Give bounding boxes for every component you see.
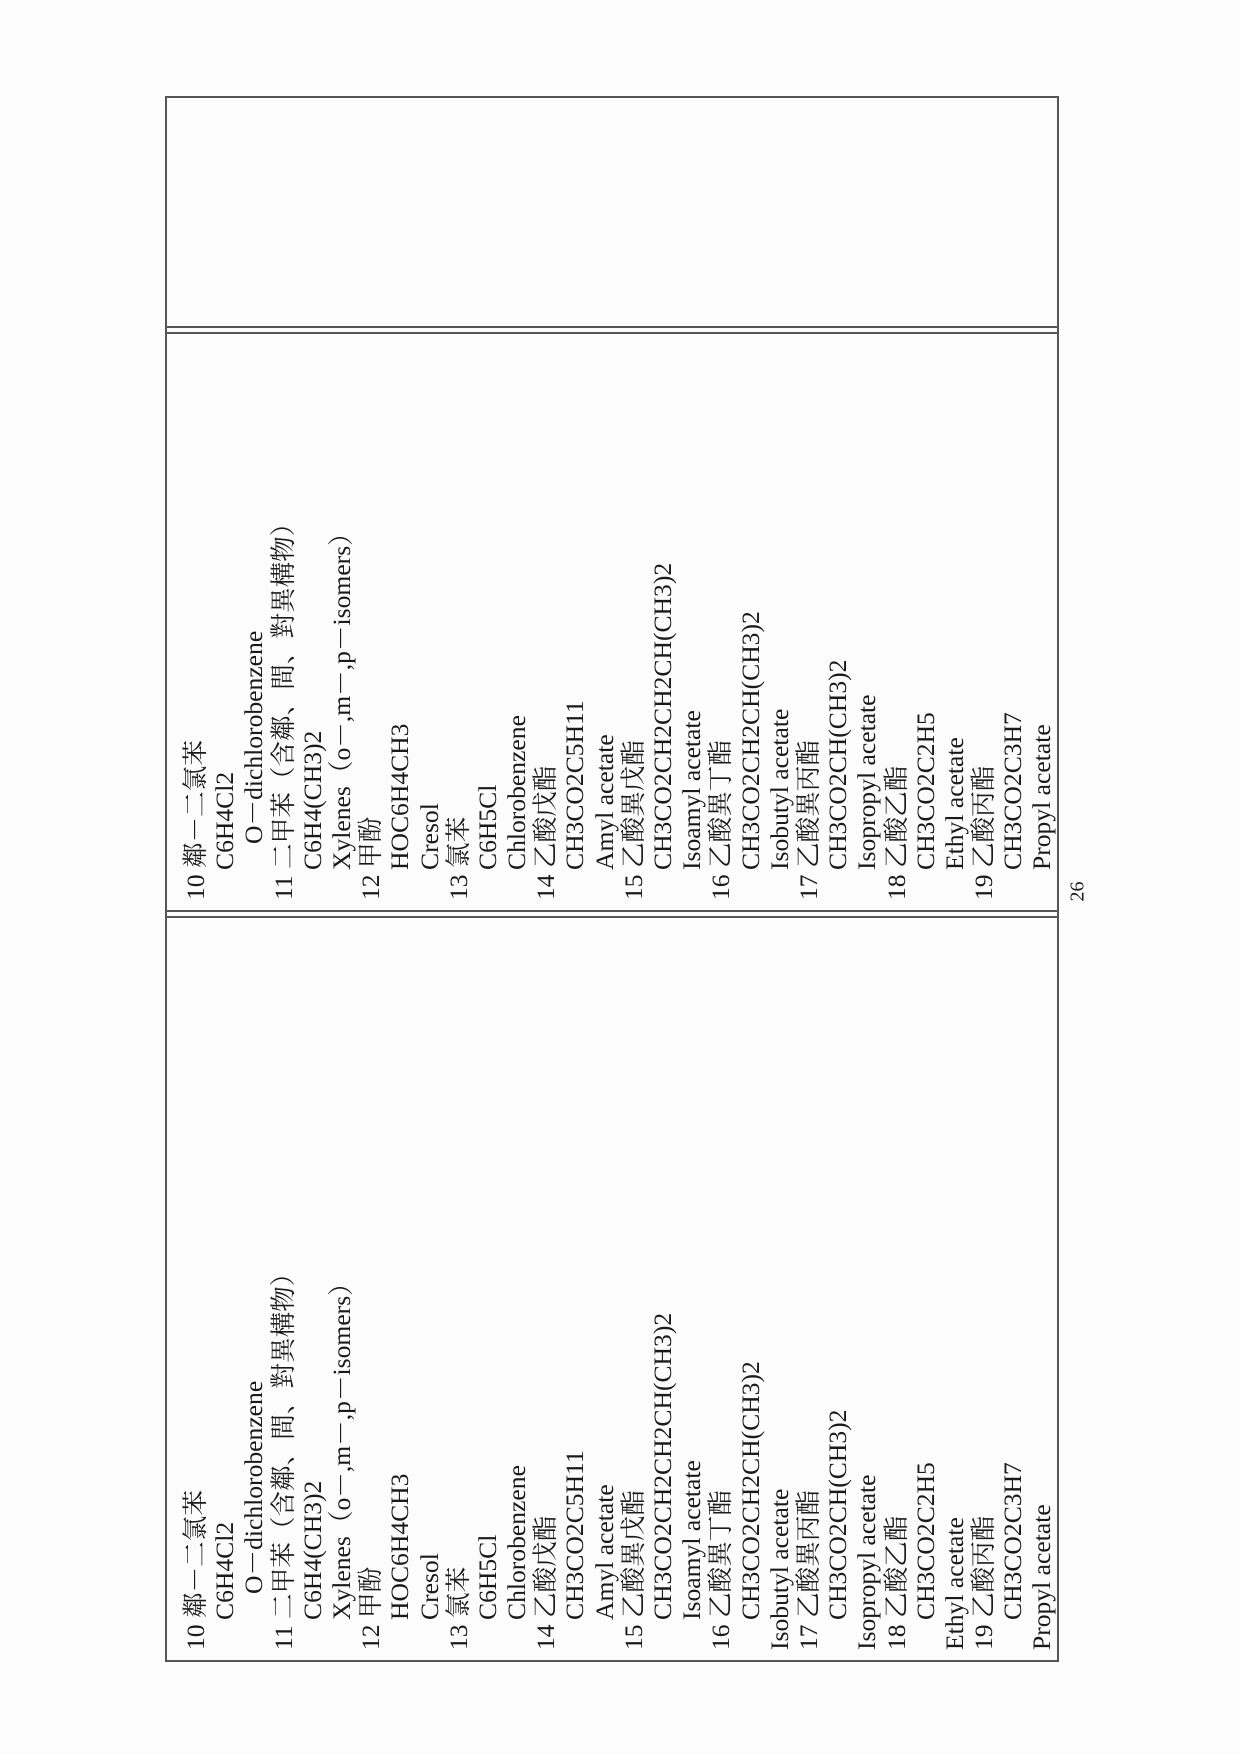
- table-entry-line: 15 乙酸異戊酯: [618, 740, 648, 900]
- table-entry-line: 17 乙酸異丙酯: [793, 1490, 823, 1650]
- table-entry-line: CH3CO2C5H11: [560, 700, 590, 870]
- table-entry-line: CH3CO2C5H11: [560, 1450, 590, 1620]
- table-entry-line: 14 乙酸戊酯: [531, 1515, 561, 1650]
- table-entry-line: CH3CO2CH(CH3)2: [823, 659, 853, 870]
- table-entry-line: 12 甲酚: [356, 816, 386, 900]
- rotated-table-area: [165, 92, 1063, 1662]
- table-entry-line: Propyl acetate: [1027, 1504, 1057, 1650]
- table-entry-line: 14 乙酸戊酯: [531, 765, 561, 900]
- table-entry-line: Cresol: [414, 803, 444, 870]
- table-entry-line: Ethyl acetate: [939, 1517, 969, 1650]
- table-entry-line: 16 乙酸異丁酯: [706, 740, 736, 900]
- table-entry-line: 11 二甲苯（含鄰、間、對異構物）: [268, 510, 298, 900]
- table-entry-line: Xylenes（o－,m－,p－isomers）: [326, 520, 356, 870]
- table-entry-line: 19 乙酸丙酯: [969, 1515, 999, 1650]
- table-entry-line: 13 氯苯: [443, 816, 473, 900]
- table-entry-line: C6H5Cl: [472, 1534, 502, 1620]
- table-entry-line: 10 鄰－二氯苯: [181, 740, 210, 900]
- table-entry-line: Xylenes（o－,m－,p－isomers）: [326, 1270, 356, 1620]
- table-entry-line: 18 乙酸乙酯: [881, 765, 911, 900]
- table-entry-line: 17 乙酸異丙酯: [793, 740, 823, 900]
- table-entry-line: CH3CO2CH2CH(CH3)2: [735, 611, 765, 870]
- table-entry-line: 10 鄰－二氯苯: [181, 1490, 210, 1650]
- table-entry-line: Amyl acetate: [589, 734, 619, 870]
- table-entry-line: Amyl acetate: [589, 1484, 619, 1620]
- table-entry-line: CH3CO2C2H5: [910, 1462, 940, 1620]
- table-entry-line: Chlorobenzene: [502, 1465, 532, 1620]
- table-entry-line: HOC6H4CH3: [385, 723, 415, 870]
- table-entry-line: Propyl acetate: [1027, 724, 1057, 870]
- table-entry-line: 19 乙酸丙酯: [969, 765, 999, 900]
- table-entry-line: C6H4Cl2: [210, 1521, 240, 1620]
- chemical-table: [165, 96, 1059, 1662]
- table-entry-line: 11 二甲苯（含鄰、間、對異構物）: [268, 1260, 298, 1650]
- column-divider: [167, 326, 1057, 334]
- table-column-1: [181, 930, 1057, 1650]
- table-entry-line: Isoamyl acetate: [677, 1460, 707, 1620]
- table-entry-line: O－dichlorobenzene: [239, 1380, 269, 1594]
- table-entry-line: CH3CO2C3H7: [998, 712, 1028, 870]
- table-entry-line: Isopropyl acetate: [852, 1474, 882, 1650]
- table-entry-line: Isopropyl acetate: [852, 694, 882, 870]
- table-entry-line: 12 甲酚: [356, 1566, 386, 1650]
- table-entry-line: CH3CO2CH2CH(CH3)2: [735, 1361, 765, 1620]
- table-column-2: [181, 340, 1057, 900]
- table-entry-line: CH3CO2CH(CH3)2: [823, 1409, 853, 1620]
- table-entry-line: 13 氯苯: [443, 1566, 473, 1650]
- table-entry-line: 15 乙酸異戊酯: [618, 1490, 648, 1650]
- table-entry-line: Isoamyl acetate: [677, 710, 707, 870]
- table-entry-line: C6H4Cl2: [210, 771, 240, 870]
- table-entry-line: C6H4(CH3)2: [297, 1480, 327, 1620]
- table-entry-line: C6H5Cl: [472, 784, 502, 870]
- table-entry-line: Chlorobenzene: [502, 715, 532, 870]
- table-entry-line: Isobutyl acetate: [764, 1488, 794, 1650]
- table-entry-line: CH3CO2CH2CH2CH(CH3)2: [648, 562, 677, 870]
- column-divider: [167, 910, 1057, 918]
- table-entry-line: Cresol: [414, 1553, 444, 1620]
- page-number: 26: [1066, 881, 1089, 902]
- table-entry-line: 18 乙酸乙酯: [881, 1515, 911, 1650]
- table-entry-line: HOC6H4CH3: [385, 1473, 415, 1620]
- table-entry-line: Isobutyl acetate: [764, 708, 794, 870]
- table-entry-line: Ethyl acetate: [939, 737, 969, 870]
- table-entry-line: CH3CO2C2H5: [910, 712, 940, 870]
- table-entry-line: C6H4(CH3)2: [297, 730, 327, 870]
- table-entry-line: CH3CO2C3H7: [998, 1462, 1028, 1620]
- table-entry-line: 16 乙酸異丁酯: [706, 1490, 736, 1650]
- table-entry-line: CH3CO2CH2CH2CH(CH3)2: [648, 1312, 677, 1620]
- table-entry-line: O－dichlorobenzene: [239, 630, 269, 844]
